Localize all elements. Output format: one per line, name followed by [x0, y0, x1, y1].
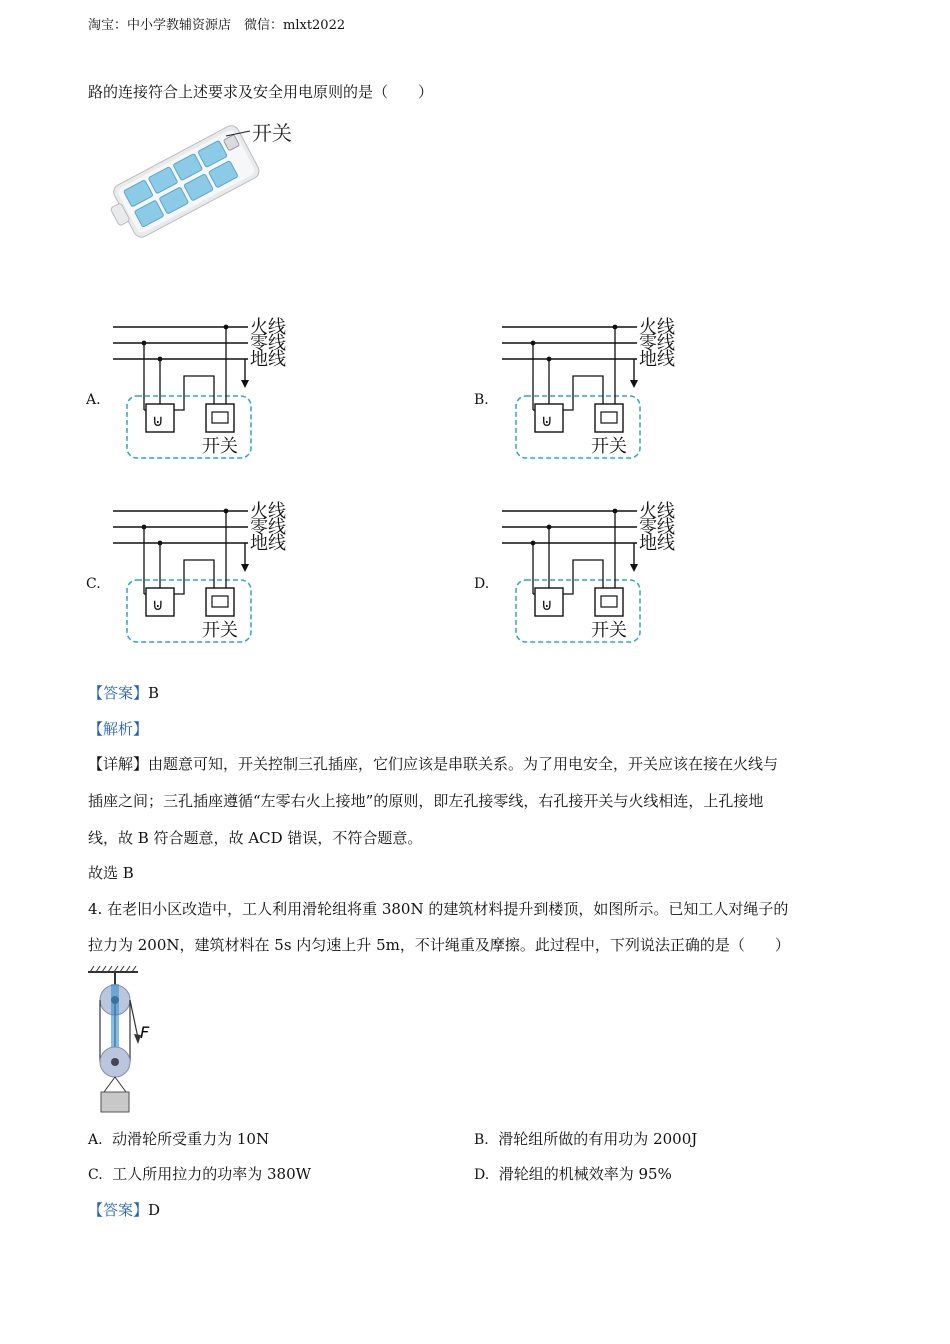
junction-dot	[224, 509, 229, 514]
q4-option-b-text: 滑轮组所做的有用功为 2000J	[498, 1130, 698, 1148]
force-label: F	[140, 1023, 150, 1042]
question-3-tail: 路的连接符合上述要求及安全用电原则的是（ ）	[88, 83, 434, 101]
wire-label-earth: 地线	[250, 533, 286, 554]
detail-line-3: 线，故 B 符合题意，故 ACD 错误，不符合题意。	[88, 829, 423, 847]
junction-dot	[142, 525, 147, 530]
junction-dot	[547, 525, 552, 530]
q4-option-b-letter: B.	[474, 1132, 489, 1148]
switch-box	[595, 588, 623, 616]
socket-symbol: ⊍	[541, 595, 553, 614]
switch-box	[595, 404, 623, 432]
junction-dot	[531, 341, 536, 346]
question-4-line-1: 4. 在老旧小区改造中，工人利用滑轮组将重 380N 的建筑材料提升到楼顶，如图所示。已知工人对绳子的	[88, 900, 789, 918]
circuit-diagram-b	[497, 310, 697, 465]
switch-label: 开关	[591, 436, 627, 457]
choose-line: 故选 B	[88, 864, 134, 882]
junction-dot	[224, 325, 229, 330]
wire-label-neutral: 零线	[250, 333, 286, 354]
page-header: 淘宝：中小学教辅资源店 微信：mlxt2022	[88, 18, 346, 33]
q4-option-a-letter: A.	[88, 1132, 103, 1148]
circuit-diagram-c	[108, 494, 308, 649]
socket-symbol: ⊍	[152, 411, 164, 430]
answer-3	[88, 683, 159, 703]
switch-box	[206, 588, 234, 616]
option-d-label: D.	[474, 576, 490, 592]
option-c-label: C.	[86, 576, 101, 592]
answer-3-value: B	[148, 684, 160, 702]
switch-box	[206, 404, 234, 432]
answer-4-tag: 【答案】	[88, 1201, 149, 1219]
question-4-line-2: 拉力为 200N，建筑材料在 5s 内匀速上升 5m，不计绳重及摩擦。此过程中，下列说法正确的是（ ）	[88, 936, 790, 954]
q4-option-c-letter: C.	[88, 1167, 103, 1183]
detail-text-1: 由题意可知，开关控制三孔插座，它们应该是串联关系。为了用电安全，开关应该在接在火线与	[148, 755, 779, 773]
earth-arrow-head	[241, 564, 249, 572]
junction-dot	[613, 509, 618, 514]
q4-option-a-text: 动滑轮所受重力为 10N	[112, 1130, 270, 1148]
wire-label-neutral: 零线	[639, 333, 675, 354]
wire-label-earth: 地线	[639, 349, 675, 370]
detail-line-2: 插座之间；三孔插座遵循“左零右火上接地”的原则，即左孔接零线，右孔接开关与火线相连，上孔接地	[88, 792, 764, 810]
strip-switch-label: 开关	[252, 121, 292, 145]
q4-option-c-text: 工人所用拉力的功率为 380W	[112, 1165, 312, 1183]
earth-arrow-head	[630, 564, 638, 572]
junction-dot	[158, 541, 163, 546]
option-b-label: B.	[474, 392, 489, 408]
junction-dot	[158, 357, 163, 362]
q4-option-a	[88, 1129, 269, 1150]
junction-dot	[547, 357, 552, 362]
wire-label-earth: 地线	[639, 533, 675, 554]
socket-symbol: ⊍	[152, 595, 164, 614]
earth-arrow-head	[630, 380, 638, 388]
switch-label: 开关	[202, 436, 238, 457]
q4-option-d-text: 滑轮组的机械效率为 95%	[498, 1165, 672, 1183]
power-strip-image	[108, 112, 308, 242]
wire-label-live: 火线	[639, 501, 675, 522]
q4-option-d-letter: D.	[474, 1167, 490, 1183]
switch-label: 开关	[202, 620, 238, 641]
junction-dot	[613, 325, 618, 330]
q4-option-c	[88, 1164, 311, 1185]
wire-label-neutral: 零线	[250, 517, 286, 538]
switch-label: 开关	[591, 620, 627, 641]
junction-dot	[142, 341, 147, 346]
junction-dot	[531, 541, 536, 546]
pulley-system-image	[84, 964, 164, 1116]
answer-4-value: D	[148, 1201, 161, 1219]
option-a-label: A.	[86, 392, 101, 408]
wire-label-earth: 地线	[250, 349, 286, 370]
circuit-diagram-d	[497, 494, 697, 649]
detail-tag: 【详解】	[88, 755, 149, 773]
circuit-diagram-a	[108, 310, 308, 465]
wire-label-live: 火线	[250, 501, 286, 522]
wire-label-neutral: 零线	[639, 517, 675, 538]
answer-4	[88, 1200, 160, 1220]
analysis-tag: 【解析】	[88, 720, 149, 738]
answer-3-tag: 【答案】	[88, 684, 149, 702]
wire-label-live: 火线	[639, 317, 675, 338]
q4-option-d	[474, 1164, 672, 1185]
earth-arrow-head	[241, 380, 249, 388]
detail-line-1	[88, 754, 778, 774]
socket-symbol: ⊍	[541, 411, 553, 430]
q4-option-b	[474, 1129, 697, 1150]
wire-label-live: 火线	[250, 317, 286, 338]
